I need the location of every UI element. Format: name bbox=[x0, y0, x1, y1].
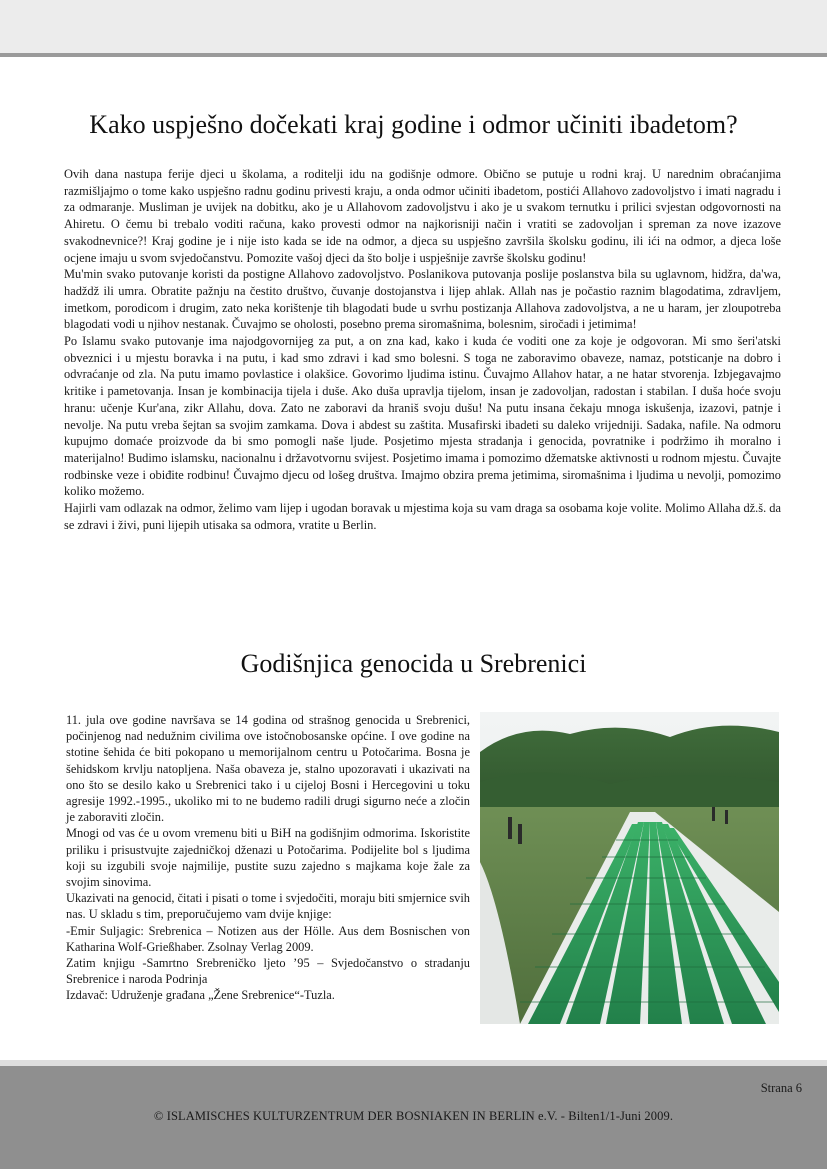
page-footer bbox=[0, 1066, 827, 1169]
page-number: Strana 6 bbox=[760, 1081, 802, 1095]
paragraph: -Emir Suljagic: Srebrenica – Notizen aus der Hölle. Aus dem Bosnischen von Katharina Wolf-Grießhaber. Zsolnay Verlag 2009. bbox=[66, 923, 470, 954]
paragraph: Izdavač: Udruženje građana „Žene Srebrenice“-Tuzla. bbox=[66, 988, 335, 1003]
paragraph: Hajirli vam odlazak na odmor, želimo vam lijep i ugodan boravak u mjestima koja su vam draga sa osobama koje volite. Molimo Allaha dž.š. da se zdravi i živi, puni lijepih utisaka sa odmora, vratite u Berlin. bbox=[64, 501, 781, 532]
paragraph: Po Islamu svako putovanje ima najodgovornijeg za put, a on zna kad, kako i kuda će voditi one za koje je odgovoran. Mi smo šeri'atski obveznici i u mjestu boravka i na putu, i kad smo zdravi i kad smo bolesni. S toga ne zaboravimo obaveze, namaz, potsticanje na dobro i odvraćanje od zla. Na putu imamo povlastice i olakšice. Govorimo ljudima istinu. Čuvajmo Allahov hatar, a ne hatar stvorenja. Izbjegavajmo kritike i pametovanja. Insan je kombinacija tijela i duše. Ako duša upravlja tijelom, insan je zadovoljan, radostan i stabilan. I duša hoće svoju hranu: učenje Kur'ana, zikr Allahu, dova. Zato ne zaboravi da hraniš svoju dušu! Na putu insana čekaju mnoga iskušenja, izazovi, patnje i nevolje. Na putu vreba šejtan sa svojim zamkama. Dova i abdest su zaštita. Musafirski ibadeti su daleko vrijedniji. Sadaka, nafile. Na odmoru kupujmo domaće proizvode da bi smo pomogli naše ljude. Posjetimo mjesta stradanja i genocida, povratnike i podržimo ih moralno i materijalno! Budimo islamsku, nacionalnu i državotvornu svijest. Posjetimo imama i pomozimo džematske aktivnosti u rodnom mjestu. Čuvajte rodbinske veze i obiđite rodbinu! Čuvajmo djecu od lošeg društva. Imajmo obzira prema jetimima, siromašnima i ljudima u nevolji, pomozimo koliko možemo. bbox=[64, 334, 781, 499]
paragraph: Zatim knjigu -Samrtno Srebreničko ljeto ’95 – Svjedočanstvo o stradanju Srebrenice i naroda Podrinja bbox=[66, 956, 470, 987]
paragraph: Ovih dana nastupa ferije djeci u školama, a roditelji idu na godišnje odmore. Obično se putuje u rodni kraj. U narednim obraćanjima razmišljajmo o tome kako uspješno radnu godinu privesti kraju, a onda odmor učiniti ibadetom, postići Allahovo zadovoljstvo i imati nagradu i za odmaranje. Musliman je uvijek na dobitku, ako je u Allahovom zadovoljstvu i ako je u svakom ternutku i prilici svjestan odgovornosti na Ahiretu. O čemu bi trebalo voditi računa, kako provesti odmor na najkorisniji način i vratiti se zadovoljan i spreman za nove izazove svakodnevnice?! Kraj godine je i nije isto kada se ide na odmor, a djeca su uspješno završila školsku godinu, ili ići na odmor, a djeca loše ocjene imaju u svom svjedočanstvu. Pomozite vašoj djeci da što bolje i uspješnije završe školsku godinu! bbox=[64, 167, 781, 265]
paragraph: Mu'min svako putovanje koristi da postigne Allahovo zadovoljstvo. Poslanikova putovanja poslije poslanstva bila su uglavnom, hidžra, da'wa, hadždž ili umra. Obratite pažnju na čestito društvo, čuvanje dostojanstva i lijep ahlak. Allah nas je počastio raznim blagodatima, zdravljem, imetkom, porodicom i drugim, zato neka korištenje tih blagodati bude u svrhu postizanja Allahova zadovoljstva, a ne u haram, jer zloupotreba blagodati vodi u njihov nestanak. Čuvajmo se oholosti, posebno prema siromašnima, bolesnim, siročadi i jetimima! bbox=[64, 267, 781, 332]
article-title-srebrenica: Godišnjica genocida u Srebrenici bbox=[240, 649, 587, 678]
page-header-band bbox=[0, 0, 827, 53]
article-body-odmor bbox=[64, 166, 781, 533]
article-body-srebrenica bbox=[66, 712, 470, 1004]
copyright-line: © ISLAMISCHES KULTURZENTRUM DER BOSNIAKEN IN BERLIN e.V. - Bilten1/1-Juni 2009. bbox=[153, 1109, 674, 1123]
paragraph: 11. jula ove godine navršava se 14 godina od strašnog genocida u Srebrenici, počinjenog nad nedužnim civilima ove istočnobosanske općine. I ove godine na stotine šehida će biti pokopano u memorijalnom centru u Potočarima. Bosna je šehidskom krvlju natopljena. Naša obaveza je, stalno upozoravati i ukazivati na ono što se desilo kako u Srebrenici tako i u cijeloj Bosni i Hercegovini u toku agresije 1992.-1995., ukoliko mi to ne budemo radili drugi sigurno neće a zločin je zaboraviti zločin. bbox=[66, 713, 470, 825]
article-title-odmor: Kako uspješno dočekati kraj godine i odmor učiniti ibadetom? bbox=[89, 110, 738, 139]
header-rule bbox=[0, 53, 827, 57]
paragraph: Ukazivati na genocid, čitati i pisati o tome i svjedočiti, moraju biti smjernice svih nas. U skladu s tim, preporučujemo vam dvije knjige: bbox=[66, 891, 470, 922]
paragraph: Mnogi od vas će u ovom vremenu biti u BiH na godišnjim odmorima. Iskoristite priliku i prisustvujte zajedničkoj dženazi u Potočarima. Podijelite bol s ljudima koji su izgubili svoje najmilije, pustite suzu zajedno s majkama koje žale za svojim sinovima. bbox=[66, 826, 470, 890]
potocari-memorial-photo bbox=[480, 712, 779, 1024]
